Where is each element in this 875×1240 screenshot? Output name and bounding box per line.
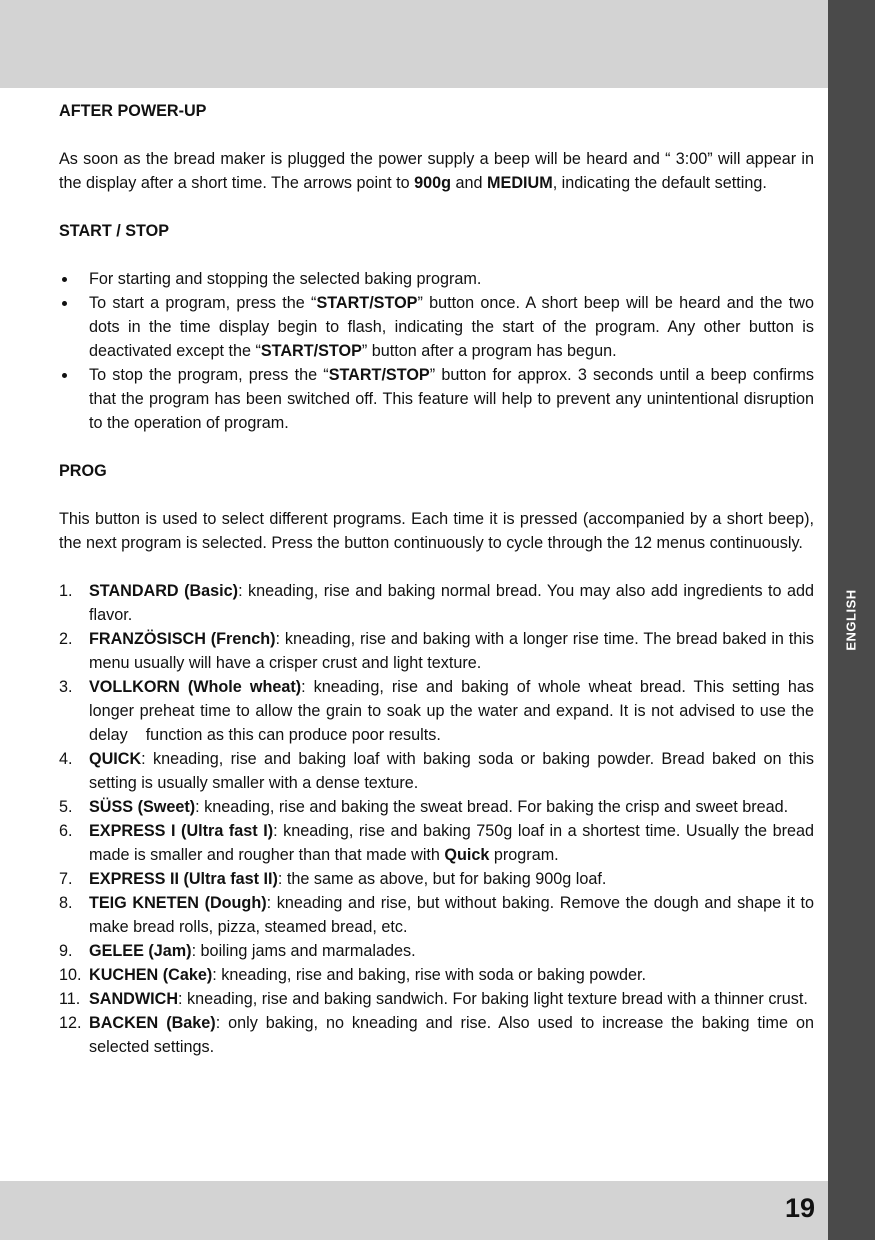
- list-item: 5. SÜSS (Sweet): kneading, rise and baking the sweat bread. For baking the crisp and sweet bread.: [59, 798, 789, 816]
- list-item: 8. TEIG KNETEN (Dough): kneading and rise, but without baking. Remove the dough and shape it to make bread rolls, pizza, steamed bread, etc.: [59, 894, 815, 936]
- start-stop-bullets: [59, 267, 814, 435]
- list-item: 3. VOLLKORN (Whole wheat): kneading, rise and baking of whole wheat bread. This setting has longer preheat time to allow the grain to soak up the water and expand. It is not advised to use the delay function as this can produce poor results.: [59, 678, 819, 744]
- section-title-start-stop: START / STOP: [59, 222, 170, 240]
- list-item: 1. STANDARD (Basic): kneading, rise and baking normal bread. You may also add ingredients to add flavor.: [59, 582, 814, 624]
- list-item: To start a program, press the “START/STOP” button once. A short beep will be heard and the two dots in the time display begin to flash, indicating the start of the program. Any other button is deactivated except the “START/STOP” button after a program has begun.: [59, 291, 814, 363]
- prog-text: This button is used to select different programs. Each time it is pressed (accompanied by a short beep), the next program is selected. Press the button continuously to cycle through the 12 menus continuously.: [59, 510, 814, 552]
- list-item: 11. SANDWICH: kneading, rise and baking sandwich. For baking light texture bread with a thinner crust.: [59, 990, 808, 1008]
- list-item: 4. QUICK: kneading, rise and baking loaf with baking soda or baking powder. Bread baked on this setting is usually smaller with a dense texture.: [59, 750, 814, 792]
- page-content: [59, 99, 819, 1059]
- program-list: [59, 579, 819, 1059]
- list-item: 12. BACKEN (Bake): only baking, no kneading and rise. Also used to increase the baking time on selected settings.: [59, 1014, 814, 1056]
- after-power-up-text: As soon as the bread maker is plugged the power supply a beep will be heard and “ 3:00” will appear in the display after a short time. The arrows point to 900g and MEDIUM, indicating the default setting.: [59, 150, 814, 192]
- list-item: 10. KUCHEN (Cake): kneading, rise and baking, rise with soda or baking powder.: [59, 966, 646, 984]
- footer-bar: [0, 1181, 828, 1240]
- list-item: 6. EXPRESS I (Ultra fast I): kneading, rise and baking 750g loaf in a shortest time. Usually the bread made is smaller and rougher than that made with Quick program.: [59, 822, 815, 864]
- list-item: 9. GELEE (Jam): boiling jams and marmalades.: [59, 942, 416, 960]
- language-label: ENGLISH: [843, 589, 859, 651]
- header-bar: [0, 0, 828, 88]
- section-title-after-power-up: AFTER POWER-UP: [59, 102, 207, 120]
- list-item: For starting and stopping the selected baking program.: [59, 267, 814, 291]
- list-item: 7. EXPRESS II (Ultra fast II): the same as above, but for baking 900g loaf.: [59, 870, 607, 888]
- list-item: To stop the program, press the “START/STOP” button for approx. 3 seconds until a beep confirms that the program has been switched off. This feature will help to prevent any unintentional disruption to the operation of program.: [59, 363, 814, 435]
- section-title-prog: PROG: [59, 462, 107, 480]
- list-item: 2. FRANZÖSISCH (French): kneading, rise and baking with a longer rise time. The bread baked in this menu usually will have a crisper crust and light texture.: [59, 630, 814, 672]
- page-number: 19: [784, 1193, 815, 1223]
